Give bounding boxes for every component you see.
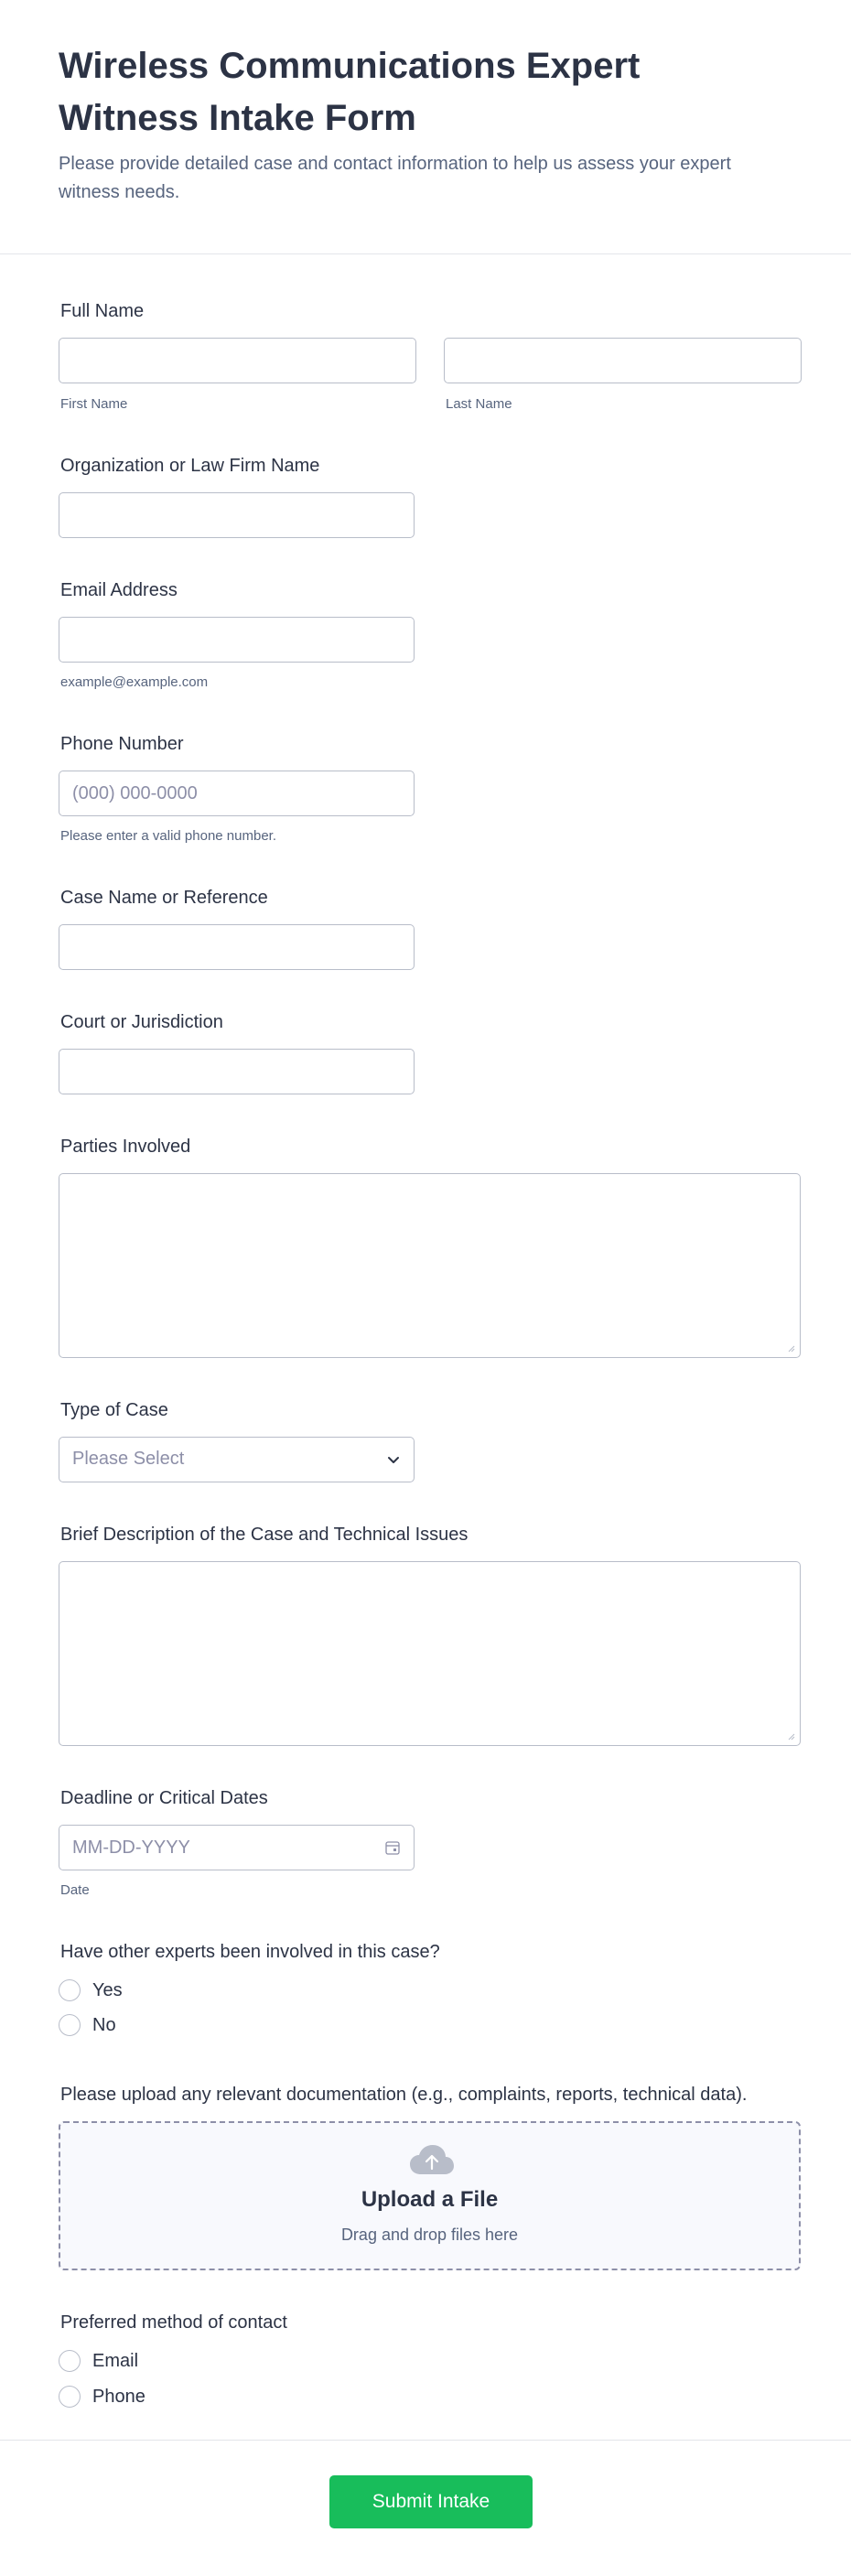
description-textarea[interactable] <box>59 1561 801 1746</box>
phone-input[interactable] <box>59 771 415 816</box>
phone-sublabel: Please enter a valid phone number. <box>60 828 276 844</box>
submit-button[interactable]: Submit Intake <box>329 2475 533 2528</box>
radio-label: Phone <box>92 2387 145 2407</box>
resize-grip-icon[interactable] <box>786 1343 795 1353</box>
organization-label: Organization or Law Firm Name <box>60 456 320 476</box>
last-name-sublabel: Last Name <box>446 396 512 412</box>
chevron-down-icon <box>386 1452 401 1467</box>
parties-textarea[interactable] <box>59 1173 801 1358</box>
court-input[interactable] <box>59 1049 415 1094</box>
case-type-label: Type of Case <box>60 1400 168 1420</box>
footer-divider <box>0 2440 851 2441</box>
radio-button[interactable] <box>59 2350 81 2372</box>
radio-label: Yes <box>92 1980 123 2000</box>
organization-input[interactable] <box>59 492 415 538</box>
resize-grip-icon[interactable] <box>786 1731 795 1741</box>
email-label: Email Address <box>60 580 178 600</box>
radio-button[interactable] <box>59 1979 81 2001</box>
email-sublabel: example@example.com <box>60 674 209 690</box>
deadline-label: Deadline or Critical Dates <box>60 1788 268 1808</box>
upload-title: Upload a File <box>361 2187 499 2212</box>
case-type-select[interactable] <box>59 1437 415 1482</box>
contact-method-label: Preferred method of contact <box>60 2312 287 2333</box>
form-header <box>0 0 851 254</box>
deadline-sublabel: Date <box>60 1882 90 1898</box>
cloud-upload-icon <box>409 2143 455 2176</box>
form-subtitle: Please provide detailed case and contact information to help us assess your expert witness needs. <box>59 154 731 202</box>
last-name-input[interactable] <box>444 338 802 383</box>
file-upload-dropzone[interactable] <box>59 2121 801 2270</box>
email-input[interactable] <box>59 617 415 663</box>
deadline-date-input[interactable] <box>59 1825 415 1870</box>
radio-label: Email <box>92 2351 139 2371</box>
radio-button[interactable] <box>59 2014 81 2036</box>
calendar-icon[interactable] <box>384 1839 401 1856</box>
court-label: Court or Jurisdiction <box>60 1012 223 1032</box>
description-label: Brief Description of the Case and Technical Issues <box>60 1525 469 1545</box>
radio-label: No <box>92 2015 116 2035</box>
case-name-label: Case Name or Reference <box>60 888 268 908</box>
parties-label: Parties Involved <box>60 1137 191 1157</box>
upload-hint: Drag and drop files here <box>340 2226 519 2244</box>
case-type-selected: Please Select <box>72 1449 185 1469</box>
full-name-label: Full Name <box>60 301 145 321</box>
upload-label: Please upload any relevant documentation (e.g., complaints, reports, technical data). <box>60 2085 748 2105</box>
form-title: Wireless Communications Expert Witness Intake Form <box>59 46 641 138</box>
radio-button[interactable] <box>59 2386 81 2408</box>
first-name-input[interactable] <box>59 338 416 383</box>
phone-label: Phone Number <box>60 734 184 754</box>
first-name-sublabel: First Name <box>60 396 128 412</box>
other-experts-label: Have other experts been involved in this case? <box>60 1942 440 1962</box>
case-name-input[interactable] <box>59 924 415 970</box>
